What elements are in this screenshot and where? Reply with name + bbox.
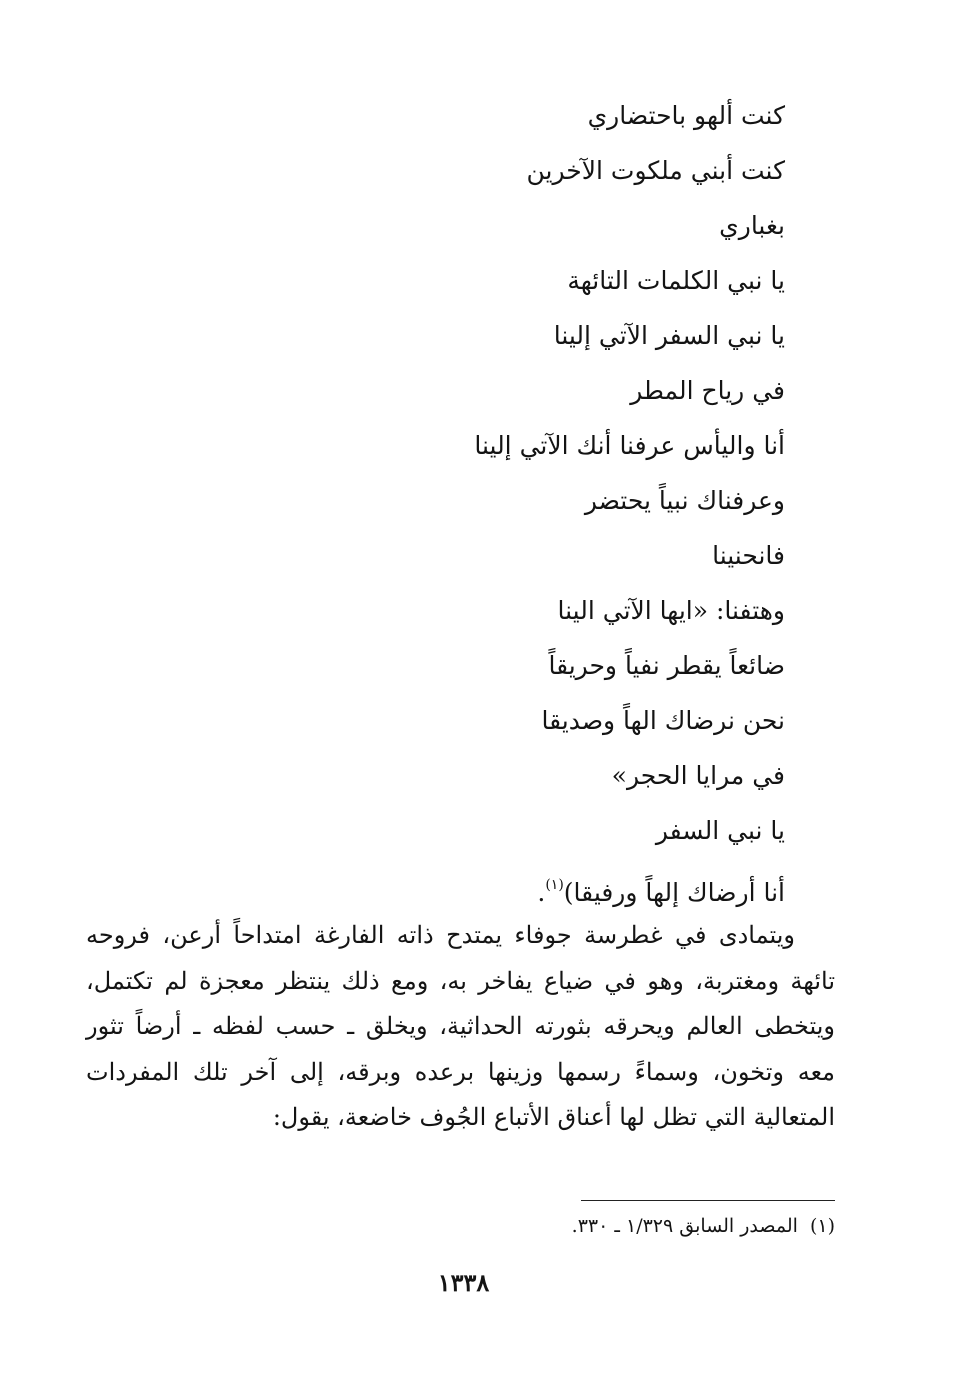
poem-line: كنت ألهو باحتضاري	[587, 101, 785, 130]
footnote-divider	[581, 1200, 835, 1201]
body-paragraph: ويتمادى في غطرسة جوفاء يمتدح ذاته الفارغة امتداحاً أرعن، فروحه تائهة ومغتربة، وهو في ضياع يفاخر به، ومع ذلك ينتظر معجزة لم تكتمل، ويتخطى العالم ويحرقه بثورته الحداثية، ويخلق ـ حسب لفظه ـ أرضاً تثور معه وتخون، وسماءً رسمها وزينها برعده وبرقه، إلى آخر تلك المفردات المتعالية التي تظل لها أعناق الأتباع الجُوف خاضعة، يقول:	[86, 921, 835, 1131]
poem-line-text: أنا أرضاك إلهاً ورفيقا)	[563, 878, 785, 907]
poem-line: كنت أبني ملكوت الآخرين	[526, 156, 785, 185]
poem-line-last	[225, 858, 785, 913]
poem-line: ضائعاً يقطر نفياً وحريقاً	[548, 651, 785, 680]
poem-line: بغباري	[719, 211, 785, 240]
poem-line: نحن نرضاك الهاً وصديقا	[541, 706, 785, 735]
footnote	[572, 1212, 835, 1240]
poem-line: أنا واليأس عرفنا أنك الآتي إلينا	[474, 431, 785, 460]
poem-line: وهتفنا: «ايها الآتي الينا	[557, 596, 785, 625]
poem-line: يا نبي الكلمات التائهة	[567, 266, 785, 295]
poem-line: يا نبي السفر	[655, 816, 785, 845]
poem	[225, 88, 785, 913]
poem-line: وعرفناك نبياً يحتضر	[584, 486, 785, 515]
poem-line: يا نبي السفر الآتي إلينا	[553, 321, 785, 350]
footnote-reference: (١)	[545, 877, 564, 893]
poem-line-end: .	[537, 878, 546, 907]
poem-line: في رياح المطر	[630, 376, 785, 405]
poem-line: في مرايا الحجر»	[611, 761, 785, 790]
poem-line: فانحنينا	[712, 541, 785, 570]
footnote-text: المصدر السابق ١/٣٢٩ ـ ٣٣٠.	[571, 1215, 798, 1237]
page-number: ١٣٣٨	[437, 1268, 490, 1297]
footnote-number: (١)	[809, 1215, 835, 1237]
